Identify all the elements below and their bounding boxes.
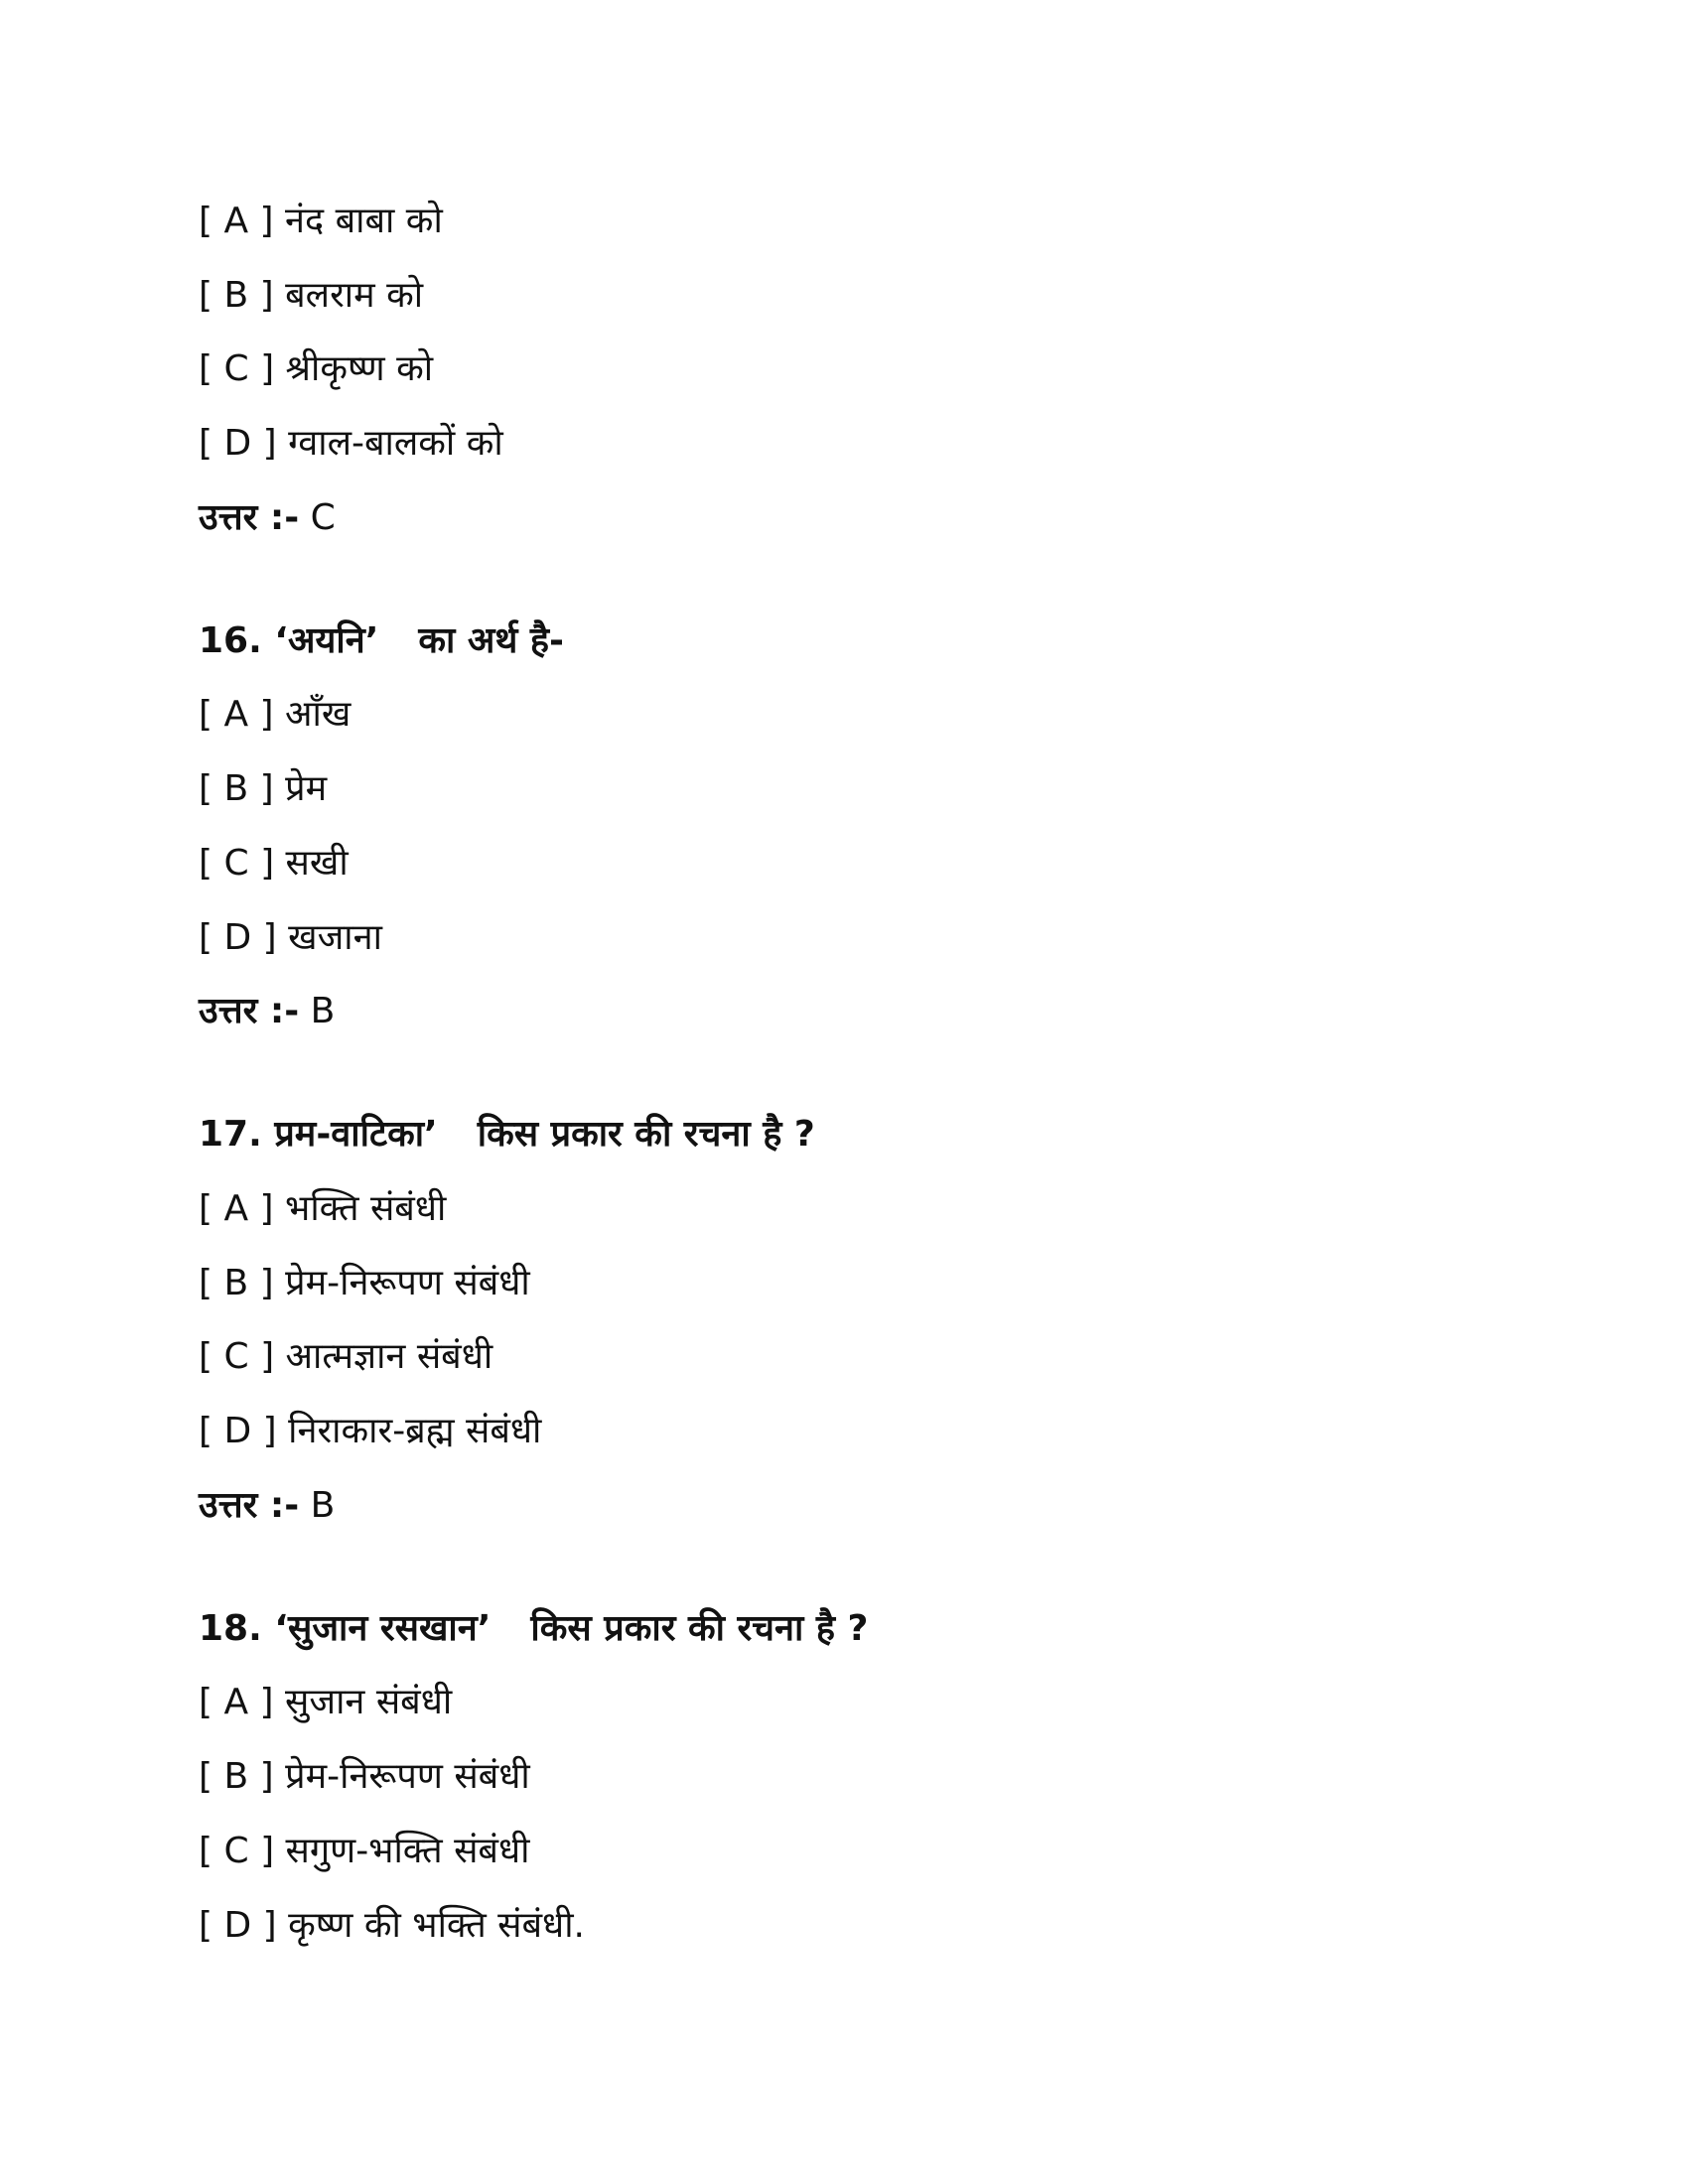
answer-label: उत्तर :- — [199, 1485, 300, 1526]
answer-label: उत्तर :- — [199, 497, 300, 538]
question-number: 17. — [199, 1114, 262, 1155]
question-18 — [199, 1606, 868, 1652]
question-number: 16. — [199, 620, 262, 661]
answer-line — [199, 495, 336, 541]
option-a: [ A ] नंद बाबा को — [199, 201, 443, 241]
option-c: [ C ] सगुण-भक्ति संबंधी — [199, 1831, 530, 1871]
option-a: [ A ] भक्ति संबंधी — [199, 1188, 447, 1229]
option-d: [ D ] निराकार-ब्रह्म संबंधी — [199, 1411, 542, 1451]
answer-line — [199, 989, 335, 1034]
option-b: [ B ] प्रेम-निरूपण संबंधी — [199, 1263, 530, 1303]
question-quoted-term: प्रम-वाटिका’ — [274, 1114, 438, 1155]
question-16 — [199, 618, 564, 664]
question-text: किस प्रकार की रचना है ? — [477, 1114, 815, 1155]
answer-line — [199, 1483, 335, 1529]
answer-value: B — [310, 991, 336, 1031]
option-d: [ D ] खजाना — [199, 917, 382, 958]
question-quoted-term: ‘सुजान रसखान’ — [274, 1608, 492, 1649]
answer-label: उत्तर :- — [199, 991, 300, 1031]
question-17 — [199, 1112, 815, 1158]
option-c: [ C ] श्रीकृष्ण को — [199, 348, 434, 389]
option-b: [ B ] प्रेम — [199, 768, 328, 809]
option-c: [ C ] आत्मज्ञान संबंधी — [199, 1336, 493, 1377]
question-text: का अर्थ है- — [418, 620, 564, 661]
option-d: [ D ] कृष्ण की भक्ति संबंधी. — [199, 1905, 585, 1946]
option-d: [ D ] ग्वाल-बालकों को — [199, 423, 503, 464]
option-b: [ B ] प्रेम-निरूपण संबंधी — [199, 1756, 530, 1797]
option-a: [ A ] आँख — [199, 694, 352, 735]
option-b: [ B ] बलराम को — [199, 275, 424, 316]
answer-value: B — [310, 1485, 336, 1526]
answer-value: C — [310, 497, 336, 538]
question-text: किस प्रकार की रचना है ? — [530, 1608, 869, 1649]
question-quoted-term: ‘अयनि’ — [274, 620, 379, 661]
question-number: 18. — [199, 1608, 262, 1649]
option-c: [ C ] सखी — [199, 843, 349, 884]
option-a: [ A ] सुजान संबंधी — [199, 1682, 453, 1722]
